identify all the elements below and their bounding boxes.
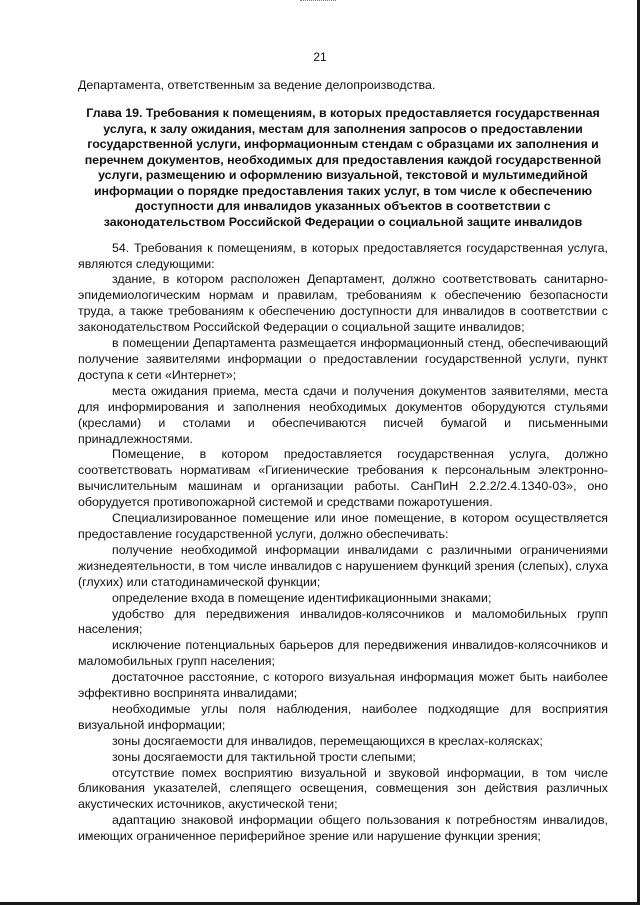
list-item: адаптацию знаковой информации общего пользования к потребностям инвалидов, имеющих ограниченное периферийное зрение или нарушение функции зрения; — [78, 813, 608, 844]
list-item: зоны досягаемости для тактильной трости слепыми; — [112, 749, 416, 764]
list-item: зоны досягаемости для инвалидов, перемещающихся в креслах-колясках; — [112, 733, 543, 748]
paragraph-building: здание, в котором расположен Департамент, должно соответствовать санитарно-эпидемиологическим нормам и правилам, требованиям к обеспечению безопасности труда, а также требованиям к обеспечению доступности для инвалидов в соответствии с законодательством Российской Федерации о социальной защите инвалидов; — [78, 272, 608, 335]
document-body — [78, 78, 608, 845]
scan-artifact-top — [300, 0, 336, 3]
list-item: достаточное расстояние, с которого визуальная информация может быть наиболее эффективно воспринята инвалидами; — [78, 670, 608, 701]
chapter-heading: Глава 19. Требования к помещениям, в которых предоставляется государственная услуга, к залу ожидания, местам для заполнения запросов о предоставлении государственной услуги, информационным стендам с образцами их заполнения и перечнем документов, необходимых для предоставления каждой государственной услуги, размещению и оформлению визуальной, текстовой и мультимедийной информации о порядке предоставления таких услуг, в том числе к обеспечению доступности для инвалидов указанных объектов в соответствии с законодательством Российской Федерации о социальной защите инвалидов — [84, 105, 602, 230]
list-item: получение необходимой информации инвалидами с различными ограничениями жизнедеятельности, в том числе инвалидов с нарушением функций зрения (слепых), слуха (глухих) или статодинамической функции; — [78, 542, 608, 589]
list-item: необходимые углы поля наблюдения, наиболее подходящие для восприятия визуальной информации; — [78, 701, 608, 732]
list-item: исключение потенциальных барьеров для передвижения инвалидов-колясочников и маломобильных групп населения; — [78, 638, 608, 669]
paragraph-54: 54. Требования к помещениям, в которых предоставляется государственная услуга, являются следующими: — [78, 240, 608, 271]
list-item: отсутствие помех восприятию визуальной и звуковой информации, в том числе бликования указателей, слепящего освещения, совмещения зон действия различных акустических источников, акустической тени; — [78, 765, 608, 812]
paragraph-info-stand: в помещении Департамента размещается информационный стенд, обеспечивающий получение заявителями информации о предоставлении государственной услуги, пункт доступа к сети «Интернет»; — [78, 336, 608, 382]
lead-line: Департамента, ответственным за ведение делопроизводства. — [78, 78, 436, 92]
list-item: определение входа в помещение идентификационными знаками; — [112, 590, 492, 605]
list-item: удобство для передвижения инвалидов-колясочников и маломобильных групп населения; — [78, 606, 608, 637]
paragraph-sanpin: Помещение, в котором предоставляется государственная услуга, должно соответствовать нормативам «Гигиенические требования к персональным электронно-вычислительным машинам и организации работы. СанПиН 2.2.2/2.4.1340-03», оно оборудуется противопожарной системой и средствами пожаротушения. — [78, 447, 608, 510]
page-number: 21 — [313, 50, 327, 64]
paragraph-waiting-area: места ожидания приема, места сдачи и получения документов заявителями, места для информирования и заполнения необходимых документов оборудуются стульями (креслами) и столами и обеспечиваются писчей бумагой и письменными принадлежностями. — [78, 383, 608, 446]
paragraph-special-room: Специализированное помещение или иное помещение, в котором осуществляется предоставление государственной услуги, должно обеспечивать: — [78, 511, 608, 541]
